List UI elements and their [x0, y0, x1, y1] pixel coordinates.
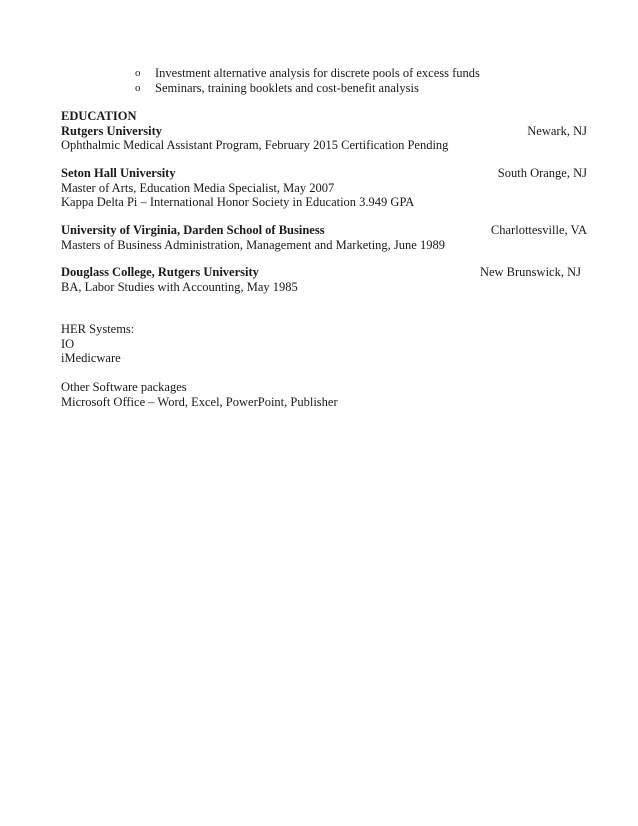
education-detail: Kappa Delta Pi – International Honor Society in Education 3.949 GPA [61, 195, 415, 209]
institution-location: South Orange, NJ [497, 166, 587, 180]
bullet-marker: o [135, 82, 141, 94]
software-heading: Other Software packages [61, 380, 187, 394]
systems-section [61, 322, 587, 366]
systems-heading: HER Systems: [61, 322, 135, 336]
bullet-text: Investment alternative analysis for discrete pools of excess funds [155, 66, 480, 80]
institution-location: New Brunswick, NJ [479, 265, 581, 279]
bullet-list [135, 66, 535, 96]
education-entry-header [61, 124, 587, 139]
institution-name: Seton Hall University [61, 166, 176, 180]
bullet-marker: o [135, 67, 141, 79]
list-item [135, 81, 535, 96]
education-detail: Masters of Business Administration, Management and Marketing, June 1989 [61, 237, 445, 252]
education-section [61, 109, 587, 153]
education-detail: Ophthalmic Medical Assistant Program, February 2015 Certification Pending [61, 138, 449, 152]
education-entry-header [61, 223, 587, 238]
bullet-text: Seminars, training booklets and cost-benefit analysis [155, 81, 419, 95]
software-section [61, 380, 587, 409]
education-heading: EDUCATION [61, 109, 137, 123]
institution-name: Rutgers University [61, 123, 163, 138]
education-detail: BA, Labor Studies with Accounting, May 1985 [61, 279, 298, 294]
institution-name: University of Virginia, Darden School of Business [61, 223, 325, 237]
systems-item: IO [61, 336, 75, 351]
institution-location: Charlottesville, VA [490, 223, 587, 237]
education-entry [61, 265, 581, 294]
education-entry-header [61, 166, 587, 181]
institution-name: Douglass College, Rutgers University [61, 265, 259, 279]
systems-item: iMedicware [61, 351, 121, 365]
list-item [135, 66, 535, 81]
software-item: Microsoft Office – Word, Excel, PowerPoint, Publisher [61, 394, 338, 409]
education-entry [61, 223, 587, 252]
education-entry [61, 166, 587, 210]
institution-location: Newark, NJ [527, 123, 587, 138]
education-detail: Master of Arts, Education Media Specialist, May 2007 [61, 180, 335, 195]
education-entry-header [61, 265, 581, 280]
